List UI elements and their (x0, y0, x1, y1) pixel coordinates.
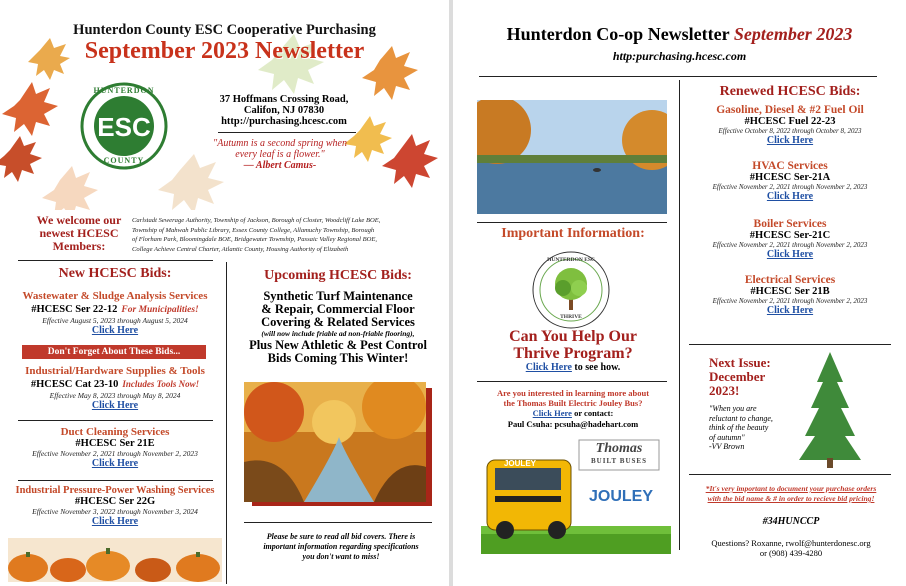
bid-number: #HCESC Cat 23-10 (30, 379, 119, 390)
next-quote-line-4: of autumn" (709, 432, 745, 442)
column-divider (679, 80, 680, 550)
hvac-click-here-link[interactable]: Click Here (766, 191, 814, 202)
divider (479, 76, 877, 77)
renewed-bid-boiler (685, 218, 895, 260)
next-quote-line-2: reluctant to change, (709, 413, 773, 423)
hardware-click-here-link[interactable]: Click Here (91, 400, 139, 411)
divider (18, 480, 213, 481)
hashtag: #34HUNCCP (762, 516, 820, 527)
hardware-bid (6, 365, 224, 411)
bid-number: #HCESC Ser 21B (750, 286, 830, 297)
bid-number: #HCESC Ser 22-12 (31, 304, 118, 315)
bid-title: Electrical Services (744, 274, 836, 286)
autumn-river-photo (244, 382, 426, 502)
thrive-question (473, 328, 673, 362)
logo-bottom-text: COUNTY (103, 156, 145, 165)
bus-text-line-2: the Thomas Built Electric Jouley Bus? (503, 398, 643, 408)
upcoming-note: (will now include friable ad non-friable flooring), (261, 329, 415, 338)
newsletter-page-2 (453, 0, 906, 586)
thrive-click-here-link[interactable]: Click Here (525, 362, 572, 373)
bid-number: #HCESC Fuel 22-23 (744, 116, 836, 127)
divider (218, 132, 356, 133)
autumn-quote (190, 138, 370, 171)
autumn-lake-photo (477, 100, 667, 214)
bid-number: #HCESC Ser 21E (75, 438, 155, 449)
questions-line-1: Questions? Roxanne, rwolf@hunterdonesc.org (711, 538, 871, 548)
org-title: Hunterdon County ESC Cooperative Purchasing (73, 22, 376, 38)
newsletter-page-1 (0, 0, 449, 586)
bus-front-label: JOULEY (503, 459, 536, 468)
bid-title: Gasoline, Diesel & #2 Fuel Oil (716, 104, 864, 116)
bid-dates: Effective November 3, 2022 through November 3, 2024 (32, 507, 198, 516)
divider (244, 522, 432, 523)
renewed-bid-electrical (685, 274, 895, 316)
po-note-line-1: *It's very important to document your purchase orders (705, 484, 877, 493)
questions-contact (685, 538, 897, 558)
bid-dates: Effective November 2, 2021 through November 2, 2023 (32, 449, 198, 458)
bid-title: Wastewater & Sludge Analysis Services (22, 290, 208, 302)
upcoming-line-2: & Repair, Commercial Floor (261, 302, 415, 316)
members-line-3: of Florham Park, Bloomingdale BOE, Bridgewater Township, Passaic Valley Regional BOE, (132, 236, 378, 243)
jouley-bus-question (473, 388, 673, 408)
bid-dates: Effective November 2, 2021 through November 2, 2023 (712, 241, 868, 249)
thomas-brand-logo: Thomas (595, 441, 643, 456)
bid-dates: Effective May 8, 2023 through May 8, 2024 (49, 391, 181, 400)
newsletter-title: September 2023 Newsletter (84, 38, 365, 64)
thrive-link-suffix: to see how. (571, 362, 621, 373)
address-line-1: 37 Hoffmans Crossing Road, (219, 94, 349, 105)
bid-title: Industrial/Hardware Supplies & Tools (25, 365, 205, 377)
read-bid-covers-note (236, 532, 446, 562)
new-bids-heading: New HCESC Bids: (58, 266, 172, 281)
read-note-line-3: you don't want to miss! (302, 552, 380, 561)
divider (689, 474, 891, 475)
upcoming-line-5: Bids Coming This Winter! (267, 351, 409, 365)
next-issue-line-1: Next Issue: (709, 355, 771, 370)
questions-line-2: or (908) 439-4280 (759, 548, 823, 558)
upcoming-line-3: Covering & Related Services (261, 315, 415, 329)
read-note-line-1: Please be sure to read all bid covers. There is (266, 532, 416, 541)
header-title: Hunterdon Co-op Newsletter (506, 24, 730, 44)
renewed-bids-heading: Renewed HCESC Bids: (719, 84, 861, 99)
upcoming-line-4: Plus New Athletic & Pest Control (249, 338, 427, 352)
bid-dates: Effective October 8, 2022 through October 8, 2023 (718, 127, 862, 135)
welcome-heading-line-2: newest HCESC (39, 226, 119, 240)
question-line-1: Can You Help Our (509, 328, 637, 345)
bid-dates: Effective November 2, 2021 through November 2, 2023 (712, 183, 868, 191)
logo-top-text: HUNTERDON (93, 86, 155, 95)
fuel-click-here-link[interactable]: Click Here (766, 135, 814, 146)
bid-dates: Effective November 2, 2021 through November 2, 2023 (712, 297, 868, 305)
next-issue-line-3: 2023! (709, 383, 740, 398)
next-quote-line-1: "When you are (709, 404, 757, 413)
dont-forget-banner: Don't Forget About These Bids... (22, 345, 206, 359)
logo-esc-text: ESC (97, 112, 151, 142)
bid-note: Includes Tools Now! (122, 379, 200, 389)
next-quote-author: -VV Brown (709, 442, 745, 451)
welcome-heading (30, 214, 128, 253)
read-note-line-2: important information regarding specifications (263, 542, 419, 551)
new-members-list (132, 216, 432, 254)
bus-contact: Paul Csuha: pcsuha@hadehart.com (507, 419, 639, 429)
wastewater-bid (6, 290, 224, 336)
upcoming-bids-heading: Upcoming HCESC Bids: (264, 268, 412, 283)
upcoming-bids-list (232, 290, 444, 365)
thrive-logo-top: HUNTERDON ESC (547, 257, 595, 263)
next-issue-heading (709, 356, 809, 398)
boiler-click-here-link[interactable]: Click Here (766, 249, 814, 260)
quote-author: — Albert Camus- (243, 160, 317, 171)
bid-title: Duct Cleaning Services (60, 426, 170, 438)
members-line-4: College Achieve Central Charter, Atlantic County, Housing Authority of Elizabeth (132, 245, 349, 253)
newsletter-header (453, 24, 906, 45)
next-issue-line-2: December (709, 369, 766, 384)
column-divider (226, 262, 227, 584)
pressure-bid (4, 485, 226, 527)
thomas-brand-sub: BUILT BUSES (591, 457, 647, 465)
bid-note: For Municipalities! (121, 305, 199, 315)
jouley-brand-logo: JOULEY (588, 488, 653, 505)
question-line-2: Thrive Program? (513, 345, 633, 362)
address-line-2: Califon, NJ 07830 (243, 105, 325, 116)
next-issue-quote (709, 404, 809, 452)
address-block (214, 94, 354, 127)
members-line-2: Township of Mahwah Public Library, Essex County College, Allamuchy Township, Borough (132, 226, 375, 234)
pine-tree-image (797, 352, 863, 470)
thrive-link-line (473, 362, 673, 373)
renewed-bid-fuel (685, 104, 895, 146)
bid-number: #HCESC Ser 22G (74, 496, 156, 507)
next-quote-line-3: think of the beauty (709, 423, 769, 432)
po-note-line-2: with the bid name & # in order to recieve bid pricing! (707, 494, 875, 503)
bid-number: #HCESC Ser-21A (749, 172, 831, 183)
header-url[interactable]: http:purchasing.hcesc.com (612, 49, 747, 63)
bus-click-here-link[interactable]: Click Here (532, 408, 572, 418)
bid-title: HVAC Services (752, 160, 828, 172)
bid-title: Boiler Services (753, 218, 827, 230)
electrical-click-here-link[interactable]: Click Here (766, 305, 814, 316)
divider (477, 222, 667, 223)
important-info-heading: Important Information: (501, 226, 645, 241)
members-line-1: Carlstadt Sewerage Authority, Township of Jackson, Borough of Closter, Woodcliff Lake BOE, (132, 217, 381, 224)
upcoming-line-1: Synthetic Turf Maintenance (263, 289, 413, 303)
bid-dates: Effective August 5, 2023 through August 5, 2024 (42, 316, 188, 325)
divider (18, 260, 213, 261)
divider (477, 381, 667, 382)
duct-click-here-link[interactable]: Click Here (91, 458, 139, 469)
duct-bid (6, 426, 224, 469)
bid-title: Industrial Pressure-Power Washing Services (15, 485, 215, 496)
bus-text-line-1: Are you interested in learning more about (496, 388, 650, 398)
esc-logo (80, 82, 168, 170)
header-date: September 2023 (733, 24, 853, 44)
bus-link-line (473, 408, 673, 418)
wastewater-click-here-link[interactable]: Click Here (91, 325, 139, 336)
thrive-logo-bottom: THRIVE (560, 314, 582, 320)
thrive-logo (531, 250, 611, 330)
pumpkins-image (8, 538, 222, 582)
welcome-heading-line-3: Members: (52, 239, 106, 253)
purchase-order-note (685, 484, 897, 504)
quote-line-1: "Autumn is a second spring when (213, 138, 347, 149)
welcome-heading-line-1: We welcome our (36, 213, 122, 227)
divider (689, 344, 891, 345)
website-link[interactable]: http://purchasing.hcesc.com (221, 116, 347, 127)
quote-line-2: every leaf is a flower." (235, 149, 325, 160)
bid-number: #HCESC Ser-21C (749, 230, 831, 241)
bus-link-suffix: or contact: (571, 408, 614, 418)
pressure-click-here-link[interactable]: Click Here (91, 516, 139, 527)
divider (18, 420, 213, 421)
renewed-bid-hvac (685, 160, 895, 202)
